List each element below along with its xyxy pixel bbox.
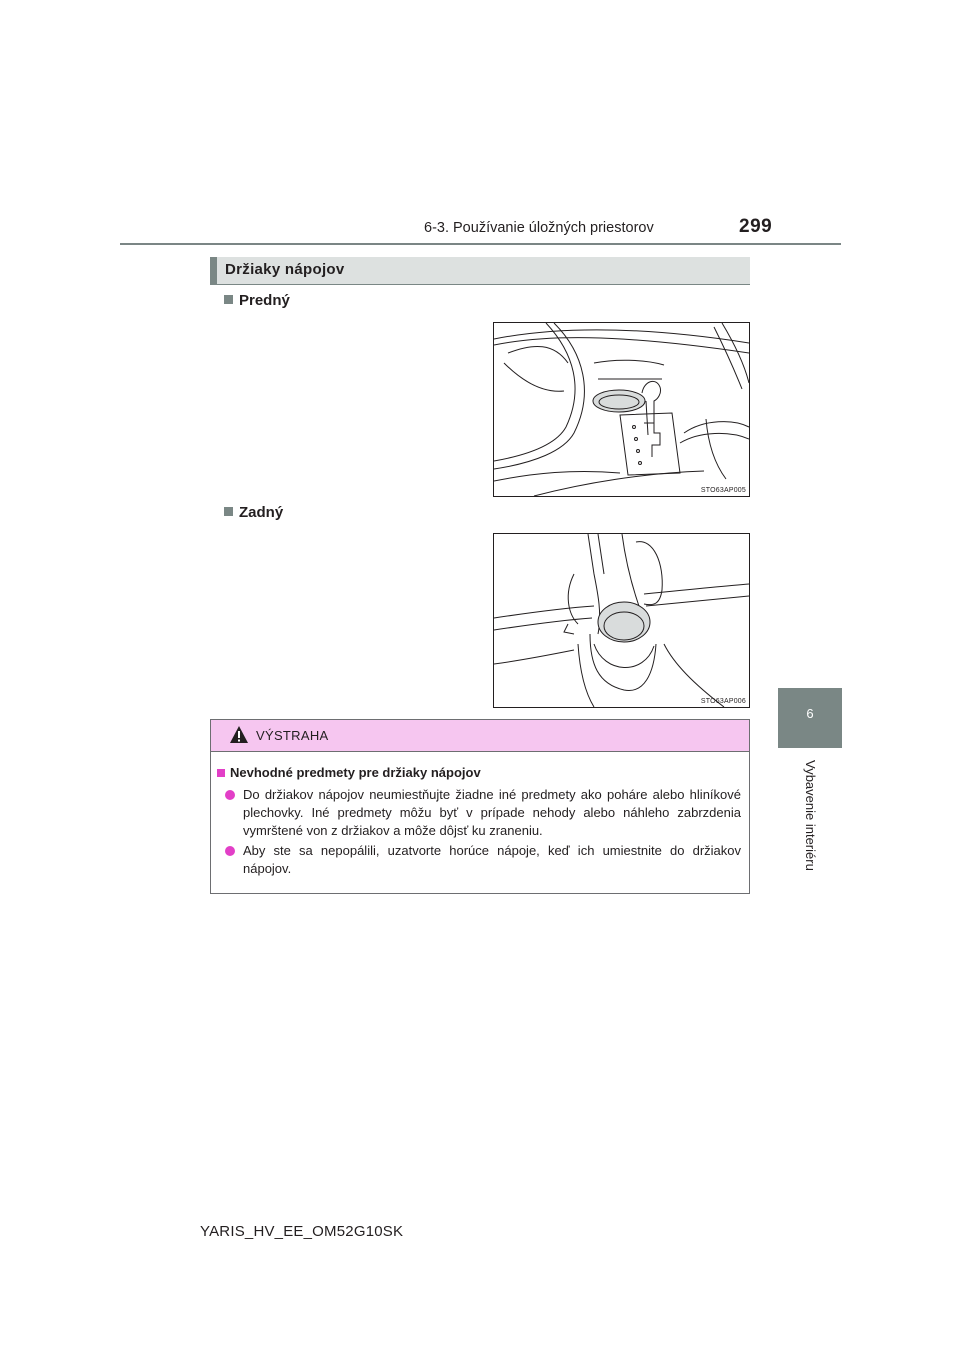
section-title-bar — [210, 257, 217, 284]
page-number: 299 — [739, 216, 773, 237]
warning-triangle-icon — [229, 725, 249, 744]
bullet-dot-icon — [225, 846, 235, 856]
figure-code-rear: STO63AP006 — [700, 698, 746, 705]
section-title — [210, 257, 750, 285]
warning-bullet-2 — [225, 842, 741, 878]
rear-cupholder-illustration — [493, 533, 750, 708]
warning-title-text: Nevhodné predmety pre držiaky nápojov — [230, 765, 481, 780]
footer-doc-code: YARIS_HV_EE_OM52G10SK — [200, 1223, 404, 1240]
section-title-text: Držiaky nápojov — [225, 261, 345, 278]
warning-bullet-1 — [225, 786, 741, 840]
square-bullet-icon — [224, 295, 233, 304]
chapter-number: 6 — [806, 706, 814, 721]
figure-code-front: STO63AP005 — [700, 487, 746, 494]
bullet-dot-icon — [225, 790, 235, 800]
square-bullet-icon — [224, 507, 233, 516]
warning-box — [210, 719, 750, 894]
square-bullet-icon — [217, 769, 225, 777]
header-rule — [120, 243, 841, 245]
warning-label: VÝSTRAHA — [256, 728, 329, 743]
header-section-title: 6-3. Používanie úložných priestorov — [424, 220, 654, 236]
front-cupholder-illustration — [493, 322, 750, 497]
warning-header — [211, 720, 749, 752]
subsection-front — [224, 292, 290, 309]
warning-bullet-text: Do držiakov nápojov neumiestňujte žiadne iné predmety ako poháre alebo hliníkové plechovky. Iné predmety môžu byť v prípade nehody alebo náhleho zabrzdenia vymrštené von z držiakov a môže dôjsť ku zraneniu. — [243, 787, 741, 838]
subsection-front-title: Predný — [239, 292, 290, 309]
chapter-title: Vybavenie interiéru — [803, 760, 818, 871]
subsection-rear — [224, 504, 283, 521]
warning-bullet-text: Aby ste sa nepopálili, uzatvorte horúce nápoje, keď ich umiestnite do držiakov nápojov. — [243, 843, 741, 876]
warning-title — [217, 765, 481, 780]
subsection-rear-title: Zadný — [239, 504, 284, 521]
